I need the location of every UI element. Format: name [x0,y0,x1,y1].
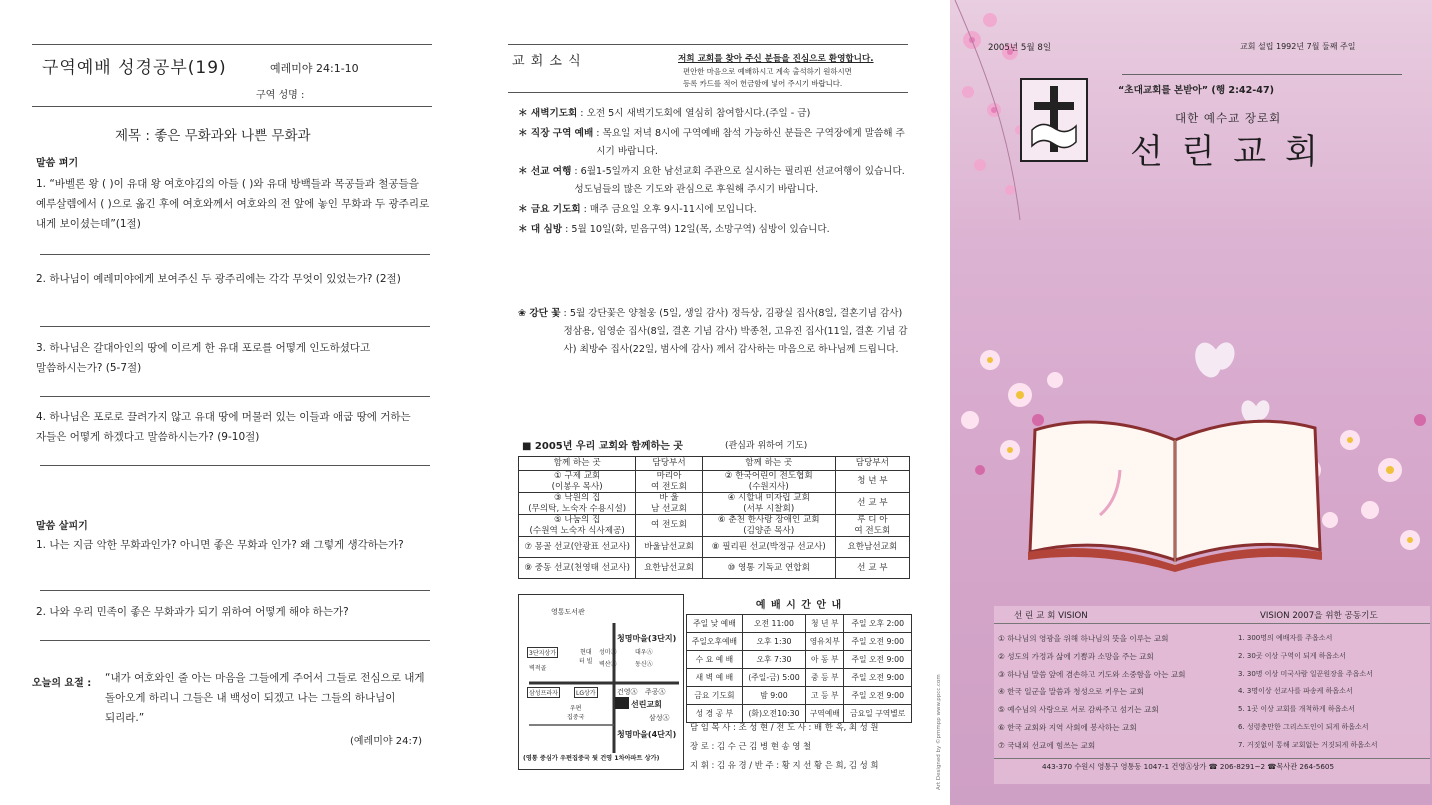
table-cell: 금요일 구역별로 [844,705,912,723]
table-cell: 선 교 부 [835,558,909,579]
table-cell: 주일 오후 2:00 [844,615,912,633]
lesson-subject: 제목 : 좋은 무화과와 나쁜 무화과 [115,128,311,144]
denomination-name: 대한 예수교 장로회 [1175,111,1282,125]
welcome-title: 저희 교회를 찾아 주신 분들을 진심으로 환영합니다. [678,54,874,64]
top-rule [32,44,432,45]
table-cell: 오전 11:00 [742,615,805,633]
notice-label: ＊ 직장 구역 예배 [518,128,594,139]
column-header: 담당부서 [636,457,702,471]
map-caption: (영통 중심가 우편집중국 뒷 건영 1차아파트 상가) [523,755,660,762]
table-cell: 주일 오전 9:00 [844,669,912,687]
table-row [687,687,912,705]
open-book-illustration [1028,421,1322,572]
notice-list [518,105,913,239]
partners-table [518,456,910,579]
map-label: 주공Ⓐ [645,688,666,696]
prayer-item: 3. 30명 이상 미국사람 일꾼원장을 주옵소서 [1238,669,1373,678]
table-cell: 바울남선교회 [636,537,702,558]
table-cell: ② 한국어린이 전도협회 (수원지사) [702,471,835,493]
map-label: 삼성프라자 [527,687,560,698]
bulletin-date: 2005년 5월 8일 [988,43,1052,53]
welcome-line-2: 등록 카드를 적어 헌금함에 넣어 주시기 바랍니다. [683,79,843,88]
church-motto: “초대교회를 본받아” (행 2:42-47) [1118,85,1275,96]
vision-title: 선 린 교 회 VISION [1014,611,1088,621]
table-cell: 주일오후예배 [687,633,743,651]
map-label: 벽산Ⓐ [599,661,617,668]
table-cell: 주일 오전 9:00 [844,651,912,669]
notice-text: : 5월 10일(화, 믿음구역) 12일(목, 소망구역) 심방이 있습니다. [565,224,830,235]
prayer-list [1238,630,1430,755]
church-founding: 교회 설립 1992년 7월 둘째 주일 [1240,42,1356,51]
staff-line: 장 로 : 김 수 근 김 병 현 송 영 철 [690,741,812,751]
column-header: 함께 하는 곳 [519,457,636,471]
title-rule [32,106,432,107]
bulletin-cover [950,0,1432,805]
verse-label: 오늘의 요절 : [32,678,92,689]
table-cell: 요한남선교회 [835,537,909,558]
church-map [518,594,684,770]
map-label: 3단지상가 [527,647,558,658]
table-cell: 청 년 부 [835,471,909,493]
notice-text: : 6월1-5일까지 요한 남선교회 주관으로 실시하는 필리핀 선교여행이 있습니다. 성도님들의 많은 기도와 관심으로 후원해 주시기 바랍니다. [574,166,905,195]
notice-text: : 목요일 저녁 8시에 구역예배 참석 가능하신 분들은 구역장에게 말씀해 주시기 바랍니다. [596,128,905,157]
map-label: 동신Ⓐ [635,661,653,668]
table-cell: 루 디 아 여 전도회 [835,515,909,537]
partners-title: ■ 2005년 우리 교회와 함께하는 곳 [522,441,683,452]
table-cell: 청 년 부 [806,615,844,633]
prayer-item: 1. 300명의 예배자를 주옵소서 [1238,634,1333,642]
map-label: 대우Ⓐ [635,649,653,656]
answer-line [40,254,430,255]
table-cell: 오후 7:30 [742,651,805,669]
altar-flower-notice [518,305,913,359]
church-staff [690,718,912,775]
memory-verse-reference: (예레미야 24:7) [350,736,423,747]
vision-item: ⑤ 예수님의 사랑으로 서로 감싸주고 섬기는 교회 [998,705,1159,715]
answer-line [40,326,430,327]
prayer-item: 5. 1곳 이상 교회를 개척하게 하옵소서 [1238,705,1355,714]
table-cell: ① 구제 교회 (이봉우 목사) [519,471,636,493]
notice-label: ＊ 금요 기도회 [518,204,581,215]
church-address: 443-370 수원시 영통구 영통동 1047-1 건영Ⓐ상가 ☎ 206-8291~2 ☎목사관 264-5605 [1042,762,1335,771]
table-header-row [519,457,910,471]
worship-schedule-title: 예 배 시 간 안 내 [755,600,843,611]
notice-label: ＊ 선교 여행 [518,166,572,177]
vision-item: ② 성도의 가정과 삶에 기쁨과 소망을 주는 교회 [998,651,1154,661]
table-cell: 주일 오전 9:00 [844,633,912,651]
table-row [519,558,910,579]
bible-study-panel [0,0,470,805]
column-header: 담당부서 [835,457,909,471]
answer-line [40,590,430,591]
map-label: 우편 집중국 [567,705,585,721]
church-news-panel [490,0,940,805]
answer-line [40,396,430,397]
notice-label: ＊ 새벽기도회 [518,108,578,119]
table-cell: 주일 오전 9:00 [844,687,912,705]
vision-rule [994,623,1430,624]
table-row [687,651,912,669]
design-credit: Art Designed by ©pmmpp www.ppcc.com [936,674,942,790]
table-cell: ③ 낙원의 집 (무의탁, 노숙자 수용시설) [519,493,636,515]
map-apartment: 청명마을(3단지) [617,634,677,643]
staff-line: 지 휘 : 김 유 경 / 반 주 : 황 지 선 황 은 희, 김 성 희 [690,760,879,770]
question-3: 3. 하나님은 갈대아인의 땅에 이르게 한 유대 포로를 어떻게 인도하셨다고 말씀하시는가? (5-7절) [36,342,371,374]
table-cell: ⑦ 몽골 선교(안광표 선교사) [519,537,636,558]
staff-line: 담 임 목 사 : 조 성 현 / 전 도 사 : 배 한 옥, 최 성 원 [690,722,879,732]
notice-item [518,201,913,219]
answer-line [40,465,430,466]
table-cell: 선 교 부 [835,493,909,515]
table-cell: 아 동 부 [806,651,844,669]
prayer-item: 6. 성령충만한 그리스도인이 되게 하옵소서 [1238,722,1369,731]
cover-rule [1122,74,1402,75]
memory-verse: “내가 여호와인 줄 아는 마음을 그들에게 주어서 그들로 전심으로 내게 돌아오게 하리니 그들은 내 백성이 되겠고 나는 그들의 하나님이 되리라.” [105,672,425,724]
notice-item [518,105,913,123]
question-4: 4. 하나님은 포로로 끌려가지 않고 유대 땅에 머물러 있는 이들과 애굽 땅에 거하는 자들은 어떻게 하겠다고 말씀하시는가? (9-10절) [36,411,411,443]
news-heading: 교 회 소 식 [512,54,582,69]
map-label: 건영Ⓐ [617,688,638,696]
map-apartment: 청명마을(4단지) [617,730,677,739]
welcome-line-1: 편안한 마음으로 예배하시고 계속 출석하기 원하시면 [683,67,852,76]
notice-item [518,163,913,199]
altar-flower-text: : 5월 강단꽃은 양철웅 (5일, 생일 감사) 정득상, 김광실 집사(8일, 결혼기념 감사) 정삼용, 임영순 집사(8일, 결혼 기념 감사) 박종천, 고유진 집사(11일, 결혼 기념 감사) 최방수 집사(22일, 범사에 감사) 께서 감사하는 마음으로 하나님께 드립니다. [563,308,908,355]
notice-text: : 매주 금요일 오후 9시-11시에 모입니다. [583,204,757,215]
map-label: 삼성Ⓐ [649,714,670,722]
table-cell: ④ 시할내 미자립 교회 (서부 시찰회) [702,493,835,515]
altar-flower-label: ❀ 강단 꽃 [518,308,561,319]
prayer-item: 4. 3명이상 선교사를 파송케 하옵소서 [1238,687,1353,696]
table-cell: 구역예배 [806,705,844,723]
reflection-1: 1. 나는 지금 악한 무화과인가? 아니면 좋은 무화과 인가? 왜 그렇게 생각하는가? [36,539,404,551]
table-cell: 바 울 남 선교회 [636,493,702,515]
table-cell: 요한남선교회 [636,558,702,579]
vision-box [994,606,1430,784]
notice-item [518,221,913,239]
table-cell: ⑤ 나눔의 집 (수원역 노숙자 식사제공) [519,515,636,537]
vision-list [998,630,1238,755]
notice-label: ＊ 대 심방 [518,224,563,235]
table-cell: 마리아 여 전도회 [636,471,702,493]
table-cell: ⑨ 중동 선교(천영태 선교사) [519,558,636,579]
map-church-marker: 선린교회 [631,700,662,709]
vision-item: ④ 한국 일군을 말씀과 청성으로 키우는 교회 [998,687,1144,697]
church-name: 선 린 교 회 [1130,132,1322,172]
section-examine-word: 말씀 살피기 [36,521,88,532]
table-row [519,537,910,558]
partners-subtitle: (관심과 위하여 기도) [725,441,808,451]
table-cell: (화)오전10:30 [742,705,805,723]
notice-item [518,125,913,161]
vision-item: ① 하나님의 영광을 위해 하나님의 뜻을 이루는 교회 [998,634,1169,643]
table-cell: ⑩ 영통 기독교 연합회 [702,558,835,579]
answer-line [40,640,430,641]
name-line: 구역 성명 : [256,90,305,101]
table-cell: 금요 기도회 [687,687,743,705]
table-cell: 성 경 공 부 [687,705,743,723]
table-cell: 영유치부 [806,633,844,651]
table-row [519,515,910,537]
map-label: 현대 터 빌 [579,649,593,665]
column-header: 함께 하는 곳 [702,457,835,471]
table-cell: 수 요 예 배 [687,651,743,669]
vision-item: ⑥ 한국 교회와 지역 사회에 봉사하는 교회 [998,722,1137,732]
reflection-2: 2. 나와 우리 민족이 좋은 무화과가 되기 위하여 어떻게 해야 하는가? [36,606,349,618]
table-cell: 중 등 부 [806,669,844,687]
table-cell: 고 등 부 [806,687,844,705]
table-row [519,471,910,493]
footer-rule [994,758,1430,759]
question-1: 1. “바벨론 왕 ( )이 유대 왕 여호야김의 아들 ( )와 유대 방백들과 목공들과 철공들을 예루살렘에서 ( )으로 옮긴 후에 여호와께서 여호와의 전 앞에 놓인 무화과 두 광주리로 내게 보이셨는데”(1절) [36,178,430,230]
table-cell: 오후 1:30 [742,633,805,651]
vision-item: ③ 하나님 말씀 앞에 겸손하고 기도와 소중함을 아는 교회 [998,669,1186,679]
map-library: 영통도서관 [551,608,585,616]
map-label: 벽적골 [529,665,547,672]
map-label: LG상가 [574,687,598,698]
prayer-title: VISION 2007을 위한 공동기도 [1260,611,1378,621]
scripture-reference: 예레미야 24:1-10 [270,62,359,75]
map-label: 성미Ⓐ [599,649,617,656]
top-rule [508,44,908,45]
table-cell: (주일-금) 5:00 [742,669,805,687]
table-cell: 주일 낮 예배 [687,615,743,633]
prayer-item: 2. 30곳 이상 구역이 되게 하옵소서 [1238,651,1346,660]
study-title: 구역예배 성경공부(19) [42,58,227,78]
table-cell: ⑥ 춘천 한사랑 장애인 교회 (김양준 목사) [702,515,835,537]
table-row [687,669,912,687]
table-cell: ⑧ 필리핀 선교(박정규 선교사) [702,537,835,558]
worship-schedule-table [686,614,912,723]
table-cell: 여 전도회 [636,515,702,537]
table-row [519,493,910,515]
table-row [687,633,912,651]
table-cell: 밤 9:00 [742,687,805,705]
prayer-item: 7. 거짓없이 통해 교회없는 거짓되게 하옵소서 [1238,740,1378,749]
vision-item: ⑦ 국내외 선교에 힘쓰는 교회 [998,740,1096,750]
heading-rule [508,92,908,93]
map-roads [519,595,683,769]
cross-logo-icon [1020,78,1088,162]
table-row [687,615,912,633]
question-2: 2. 하나님이 예레미야에게 보여주신 두 광주리에는 각각 무엇이 있었는가? (2절) [36,273,401,285]
notice-text: : 오전 5시 새벽기도회에 열심히 참여합시다.(주일 - 금) [580,108,811,119]
section-read-word: 말씀 펴기 [36,158,79,169]
table-cell: 새 벽 예 배 [687,669,743,687]
